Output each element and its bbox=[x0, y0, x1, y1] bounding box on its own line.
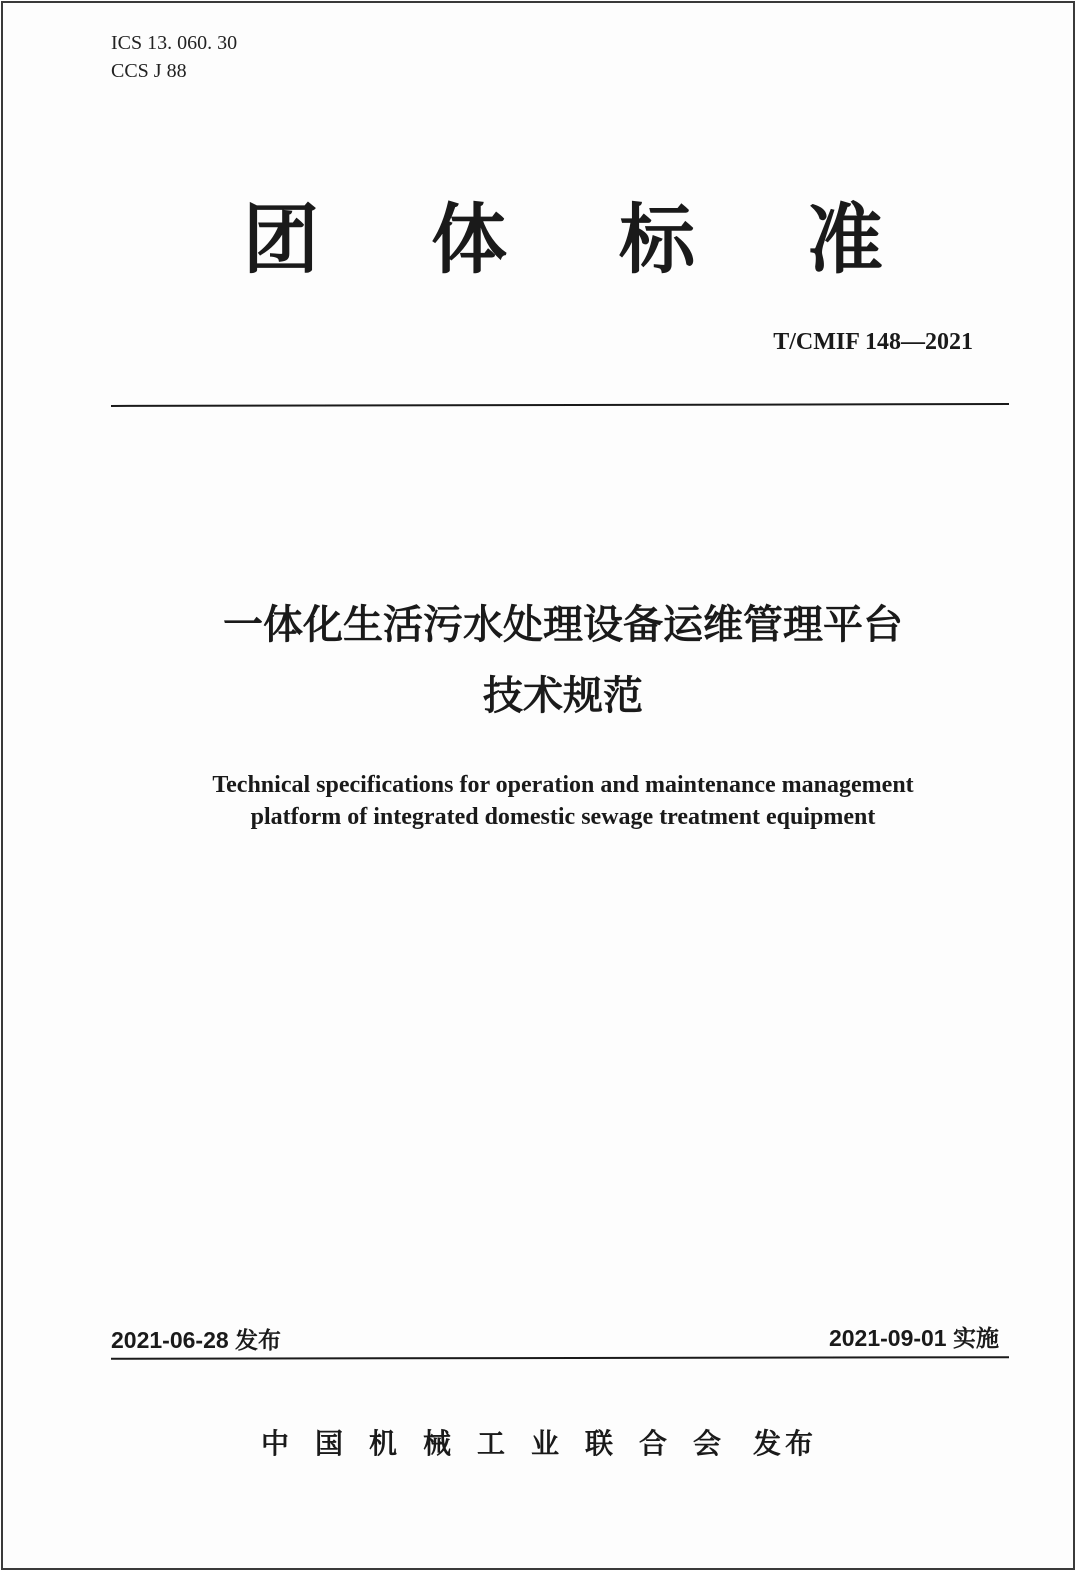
heading-char-4: 准 bbox=[807, 195, 883, 284]
implementation-date: 2021-09-01 实施 bbox=[828, 1325, 999, 1351]
top-divider bbox=[111, 403, 1009, 407]
ccs-code: CCS J 88 bbox=[111, 60, 187, 82]
standard-number: T/CMIF 148—2021 bbox=[773, 329, 973, 355]
publisher-organization: 中国机械工业联合会 bbox=[261, 1427, 748, 1460]
ics-code: ICS 13. 060. 30 bbox=[111, 32, 238, 54]
chinese-title-line-1: 一体化生活污水处理设备运维管理平台 bbox=[223, 602, 903, 648]
classification-codes bbox=[111, 29, 237, 85]
document-cover bbox=[1, 1, 1075, 1570]
english-title-line-2: platform of integrated domestic sewage treatment equipment bbox=[250, 804, 876, 830]
standard-type-heading bbox=[243, 195, 883, 285]
issue-date: 2021-06-28 发布 bbox=[111, 1327, 282, 1353]
heading-char-3: 标 bbox=[619, 195, 695, 284]
chinese-title-line-2: 技术规范 bbox=[483, 673, 643, 719]
heading-char-1: 团 bbox=[243, 195, 319, 284]
english-title-line-1: Technical specifications for operation and maintenance management bbox=[212, 772, 914, 798]
heading-char-2: 体 bbox=[431, 195, 507, 284]
publisher-line bbox=[261, 1424, 861, 1464]
publisher-label: 发布 bbox=[753, 1427, 818, 1460]
bottom-divider bbox=[111, 1356, 1009, 1360]
